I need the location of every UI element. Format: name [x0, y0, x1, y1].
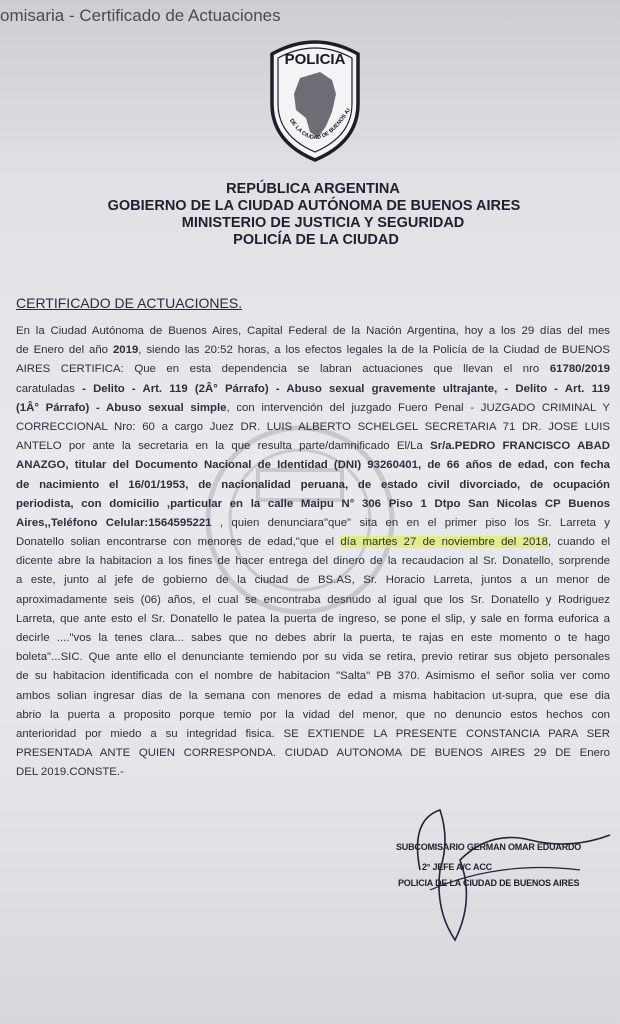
body-line: [16, 437, 610, 456]
text-segment: DEL 2019.CONSTE.-: [16, 766, 124, 779]
text-segment: a este, junto al jefe de gobierno de la ciudad de BS.AS, Sr. Horacio Larreta, juntos a un menor de: [16, 574, 610, 587]
body-line: [16, 648, 610, 667]
signature-line-1: SUBCOMISARIO GERMAN OMAR EDUARDO: [396, 842, 582, 852]
title-police: POLICÍA DE LA CIUDAD: [233, 232, 399, 248]
certificate-title: CERTIFICADO DE ACTUACIONES.: [16, 295, 243, 311]
document-header: omisaria - Certificado de Actuaciones: [0, 6, 281, 25]
text-segment: Larreta, que ante esto el Sr. Donatello le patea la puerta de ingreso, se pone el slip, y sale en forma euforica a: [16, 612, 610, 625]
body-line: [16, 456, 610, 475]
body-line: [16, 399, 610, 418]
text-segment: ambos solian ingresar dias de la semana con menores de edad a misma habitacion ut-supra, que ese dia: [16, 689, 610, 702]
charges-text: - Delito - Art. 119 (2Â° Párrafo) - Abuso sexual gravemente ultrajante, - Delito - Art. 119: [82, 382, 610, 395]
charges-text: (1Â° Párrafo) - Abuso sexual simple: [16, 401, 227, 414]
body-line: [16, 687, 610, 706]
text-segment: dicente abre la habitacion a los fines de hacer entrega del dinero de la recaudacion al Sr. Donatello, sorprende: [16, 555, 610, 568]
text-segment: decirle ...."vos la tenes clara... sabes que no debes abrir la puerta, te rajas en este momento o te hago: [16, 632, 610, 644]
text-segment: , quien denunciara"que" sita en en el primer piso los Sr. Larreta y: [211, 516, 610, 529]
body-line: [16, 706, 610, 725]
body-line: [16, 418, 610, 437]
text-segment: , siendo las 20:52 horas, a los efectos legales la de la Policía de la Ciudad de BUENOS: [138, 344, 610, 357]
case-number: 61780/2019: [549, 363, 610, 376]
text-segment: CORRECCIONAL Nro: 60 a cargo Juez DR. LUIS ALBERTO SCHELGEL SECRETARIA 71 DR. JOSE LUIS: [16, 420, 610, 433]
text-segment: , cuando el: [547, 536, 610, 549]
signature-line-2: 2° JEFE A/C ACC: [422, 862, 492, 872]
complainant-name: Sr/a.PEDRO FRANCISCO ABAD: [430, 440, 610, 453]
body-line: [16, 629, 610, 648]
text-segment: , con intervención del juzgado Fuero Penal - JUZGADO CRIMINAL Y: [226, 401, 610, 414]
body-line: [16, 571, 610, 590]
svg-text:POLICIA: POLICIA: [284, 51, 346, 68]
text-segment: AIRES CERTIFICA: Que en esta dependencia se labran actuaciones que llevan el nro: [16, 363, 550, 376]
text-segment: Donatello solian encontrarse con menores de edad,"que el: [16, 536, 341, 549]
body-line: [16, 341, 610, 360]
body-line: [16, 725, 610, 744]
body-line: [16, 591, 610, 610]
body-line: [16, 360, 610, 379]
body-line: [16, 763, 610, 782]
text-segment: caratuladas: [16, 382, 83, 395]
document-titles: [0, 181, 620, 249]
text-segment: anterioridad por miedo a su integridad fisica. SE EXTIENDE LA PRESENTE CONSTANCIA PARA SER: [16, 727, 610, 740]
body-line: [16, 514, 610, 533]
body-line: [16, 322, 610, 341]
certificate-body: [16, 322, 610, 783]
body-line: [16, 610, 610, 629]
police-shield-logo: [262, 34, 368, 162]
handwritten-signature: [380, 800, 620, 950]
body-line: [16, 533, 610, 552]
text-segment: abrio la puerta a proposito porque temio por la vidad del menor, que no denuncio estos hechos con: [16, 708, 610, 721]
body-line: [16, 744, 610, 763]
body-line: [16, 495, 610, 514]
text-segment: periodista, con domicilio ,particular en la calle Maipu N° 306 Piso 1 Dtpo San Nicolas CP Buenos: [16, 497, 610, 510]
body-line: [16, 380, 610, 399]
body-line: [16, 476, 610, 495]
title-ministry: MINISTERIO DE JUSTICIA Y SEGURIDAD: [181, 215, 465, 231]
body-line: [16, 552, 610, 571]
text-segment: PRESENTADA ANTE QUIEN CORRESPONDA. CIUDAD AUTONOMA DE BUENOS AIRES 29 DE Enero: [16, 747, 610, 760]
signature-line-3: POLICIA DE LA CIUDAD DE BUENOS AIRES: [398, 878, 580, 888]
text-segment: de su habitacion identificada con el nombre de habitacion "Salta" PB 370. Asimismo el señor solia ver como: [16, 670, 610, 683]
body-line: [16, 667, 610, 686]
text-segment: de Enero del año: [16, 344, 113, 357]
phone-text: Aires,,Teléfono Celular:1564595221: [16, 516, 212, 529]
text-segment: boleta"...SIC. Que ante ello el denunciante temiendo por su vida se retira, previo retirar sus objeto personales: [16, 651, 610, 664]
text-segment: ANTELO por ante la secretaria en la que resulta parte/damnificado El/La: [16, 440, 431, 453]
text-segment: ANAZGO, titular del Documento Nacional de Identidad (DNI) 93260401, de 66 años de edad, con fecha: [16, 459, 610, 472]
text-segment: aproximadamente seis (06) años, el cual se encontraba desnudo al igual que los Sr. Donatello y Rodriguez: [16, 593, 610, 606]
highlighted-date: día martes 27 de noviembre del 2018: [340, 536, 548, 549]
text-segment: de nacimiento el 16/01/1953, de nacionalidad peruana, de estado civil divorciado, de ocupación: [16, 478, 610, 491]
text-segment: En la Ciudad Autónoma de Buenos Aires, Capital Federal de la Nación Argentina, hoy a los 29 días del mes: [16, 325, 610, 337]
title-government: GOBIERNO DE LA CIUDAD AUTÓNOMA DE BUENOS AIRES: [107, 198, 521, 214]
title-republic: REPÚBLICA ARGENTINA: [226, 181, 400, 197]
year-text: 2019: [112, 344, 139, 357]
svg-text:DE LA CIUDAD DE BUENOS AIRES: DE LA CIUDAD DE BUENOS AI: [288, 107, 352, 142]
